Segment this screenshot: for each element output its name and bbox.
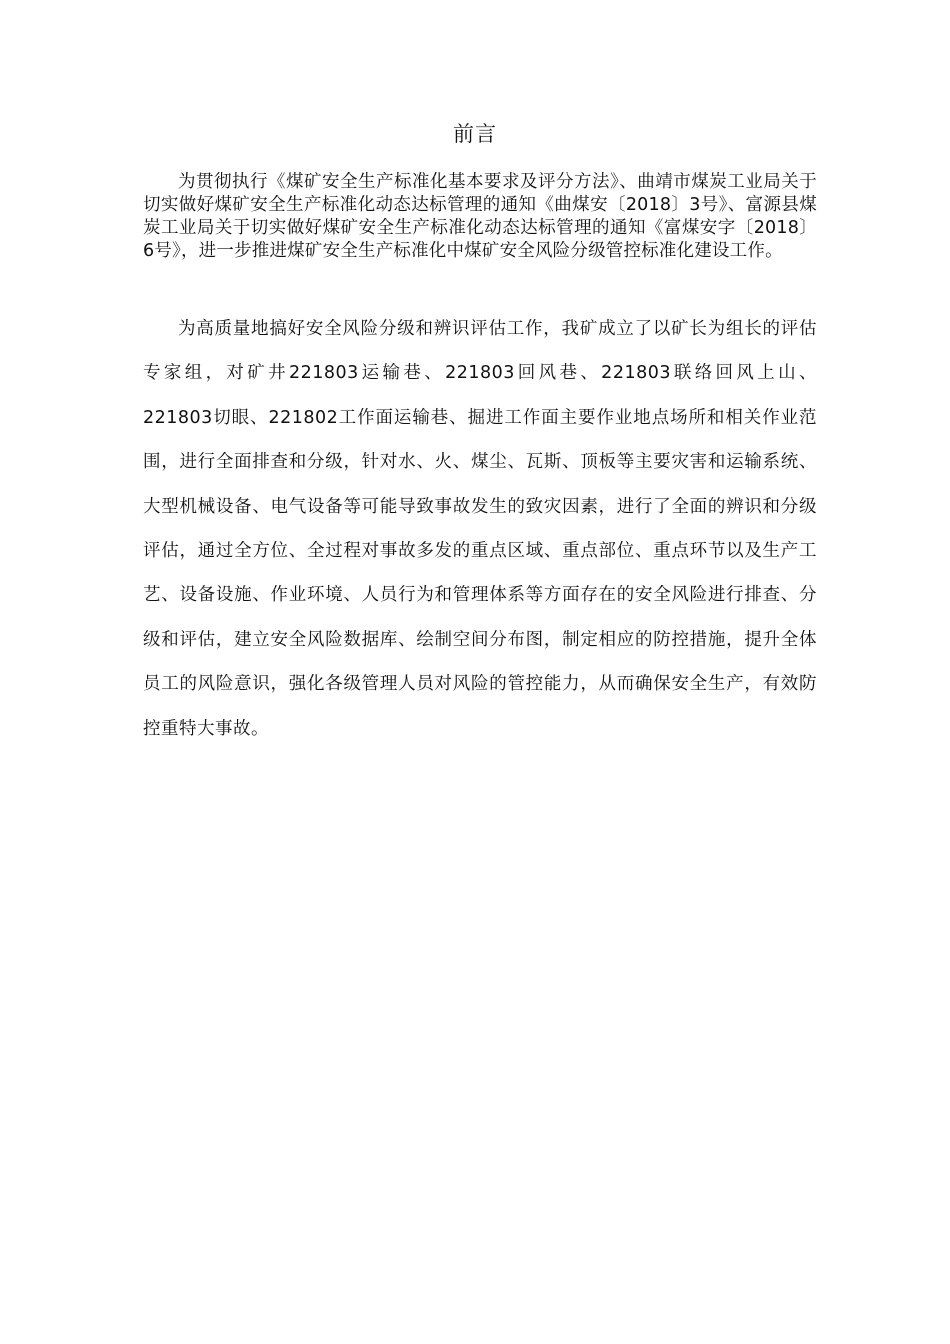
page-title: 前言: [453, 122, 497, 146]
paragraph-1: 为贯彻执行《煤矿安全生产标准化基本要求及评分方法》、曲靖市煤炭工业局关于切实做好煤矿安全生产标准化动态达标管理的通知《曲煤安〔2018〕3号》、富源县煤炭工业局关于切实做好煤矿安全生产标准化动态达标管理的通知《富煤安字〔2018〕6号》，进一步推进煤矿安全生产标准化中煤矿安全风险分级管控标准化建设工作。: [143, 172, 817, 261]
paragraph-2: 为高质量地搞好安全风险分级和辨识评估工作，我矿成立了以矿长为组长的评估专家组，对矿井221803运输巷、221803回风巷、221803联络回风上山、221803切眼、221802工作面运输巷、掘进工作面主要作业地点场所和相关作业范围，进行全面排查和分级，针对水、火、煤尘、瓦斯、顶板等主要灾害和运输系统、大型机械设备、电气设备等可能导致事故发生的致灾因素，进行了全面的辨识和分级评估，通过全方位、全过程对事故多发的重点区域、重点部位、重点环节以及生产工艺、设备设施、作业环境、人员行为和管理体系等方面存在的安全风险进行排查、分级和评估，建立安全风险数据库、绘制空间分布图，制定相应的防控措施，提升全体员工的风险意识，强化各级管理人员对风险的管控能力，从而确保安全生产，有效防控重特大事故。: [143, 319, 817, 739]
